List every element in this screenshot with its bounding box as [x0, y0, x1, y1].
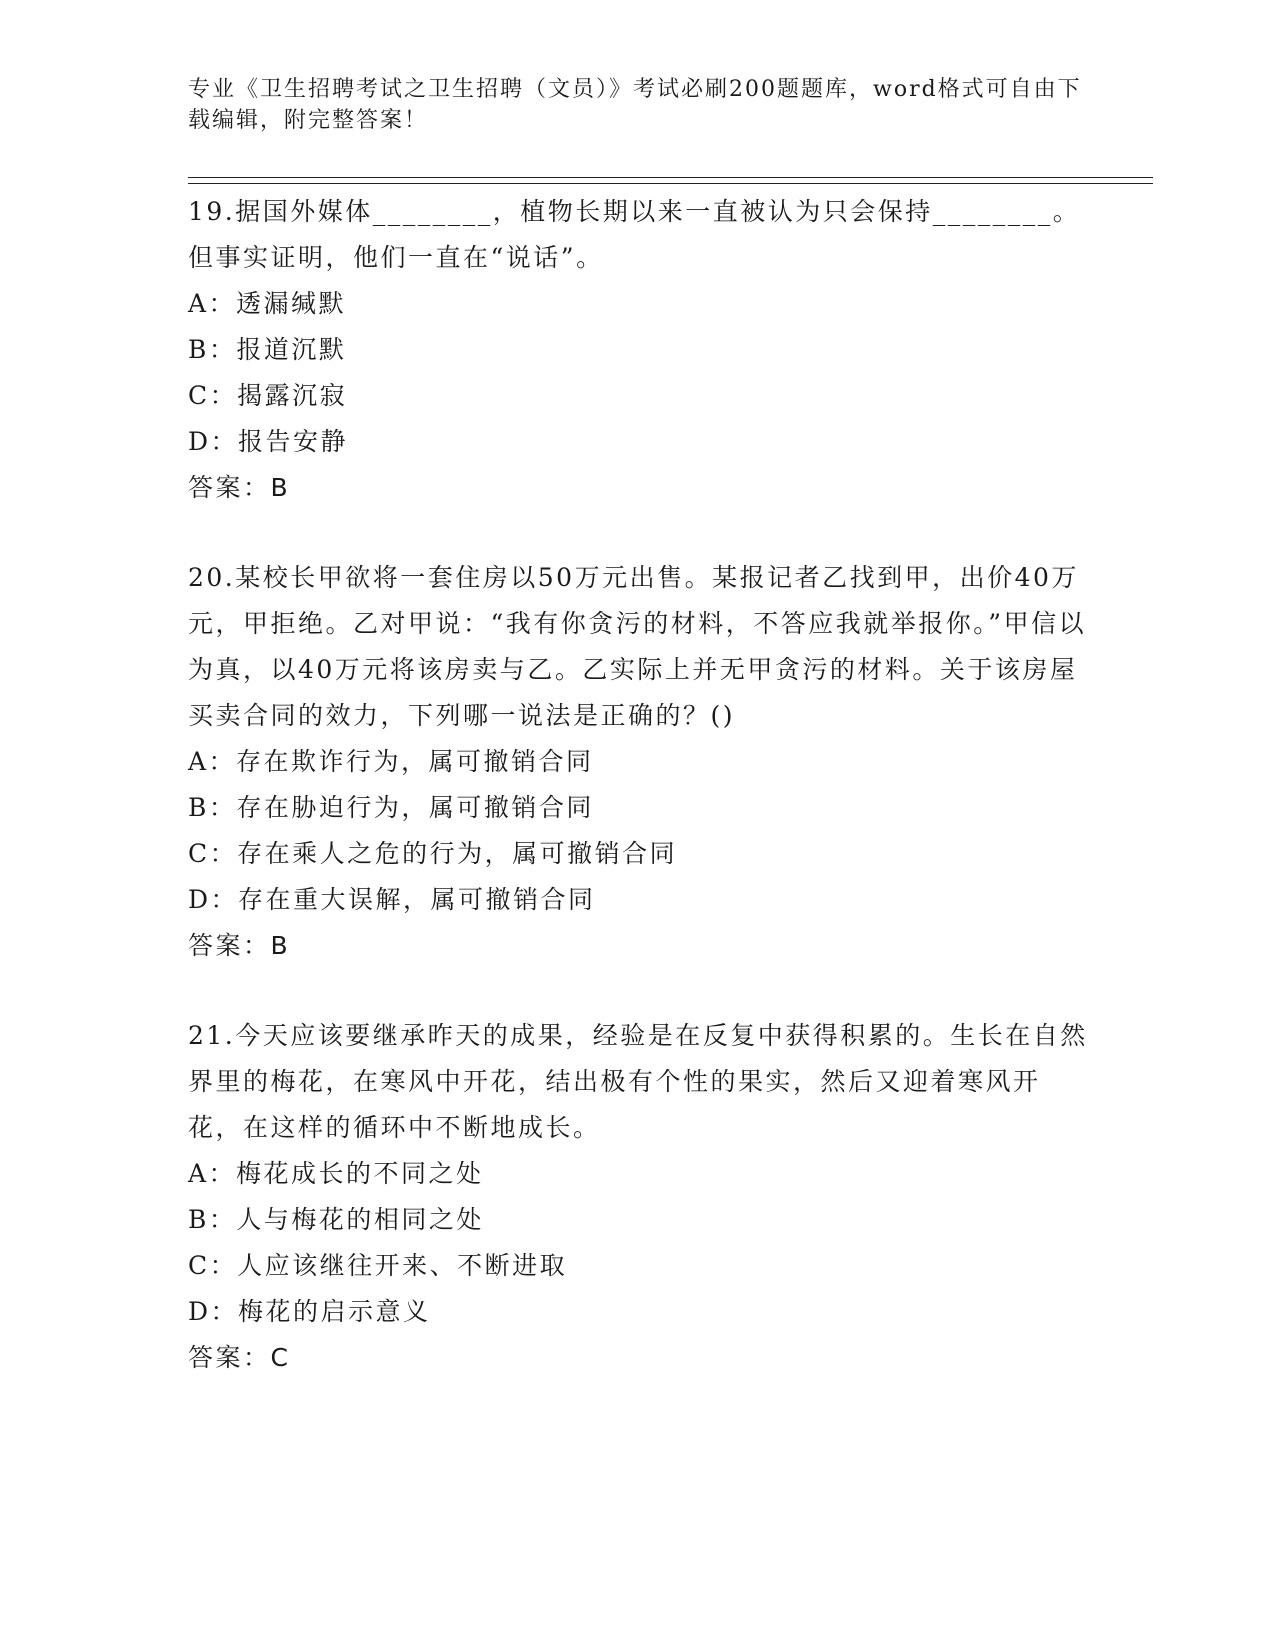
option-a: A：透漏缄默 — [188, 289, 347, 318]
question-list — [188, 189, 1088, 1381]
question-stem: 19.据国外媒体________，植物长期以来一直被认为只会保持________。但事实证明，他们一直在“说话”。 — [188, 197, 1081, 272]
option-a: A：梅花成长的不同之处 — [188, 1159, 484, 1188]
question-spacer — [188, 969, 1088, 1013]
option-b: B：存在胁迫行为，属可撤销合同 — [188, 793, 594, 822]
answer-line: 答案：B — [188, 931, 291, 960]
question-21 — [188, 1013, 1088, 1381]
option-d: D：报告安静 — [188, 427, 349, 456]
option-d: D：存在重大误解，属可撤销合同 — [188, 885, 596, 914]
option-b: B：人与梅花的相同之处 — [188, 1205, 484, 1234]
header-text: 专业《卫生招聘考试之卫生招聘（文员）》考试必刷200题题库，word格式可自由下载编辑，附完整答案！ — [188, 77, 1082, 133]
question-19 — [188, 189, 1088, 511]
option-a: A：存在欺诈行为，属可撤销合同 — [188, 747, 594, 776]
option-d: D：梅花的启示意义 — [188, 1297, 431, 1326]
question-stem: 20.某校长甲欲将一套住房以50万元出售。某报记者乙找到甲，出价40万元，甲拒绝。乙对甲说：“我有你贪污的材料，不答应我就举报你。”甲信以为真，以40万元将该房卖与乙。乙实际上并无甲贪污的材料。关于该房屋买卖合同的效力，下列哪一说法是正确的？() — [188, 563, 1087, 730]
header-rule-top — [188, 177, 1153, 178]
document-header — [188, 74, 1088, 136]
question-spacer — [188, 511, 1088, 555]
option-c: C：人应该继往开来、不断进取 — [188, 1251, 568, 1280]
option-b: B：报道沉默 — [188, 335, 347, 364]
option-c: C：揭露沉寂 — [188, 381, 348, 410]
option-c: C：存在乘人之危的行为，属可撤销合同 — [188, 839, 678, 868]
header-rule-bottom — [188, 183, 1153, 184]
answer-line: 答案：C — [188, 1343, 291, 1372]
question-stem: 21.今天应该要继承昨天的成果，经验是在反复中获得积累的。生长在自然界里的梅花，在寒风中开花，结出极有个性的果实，然后又迎着寒风开花，在这样的循环中不断地成长。 — [188, 1021, 1088, 1142]
question-20 — [188, 555, 1088, 969]
answer-line: 答案：B — [188, 473, 291, 502]
